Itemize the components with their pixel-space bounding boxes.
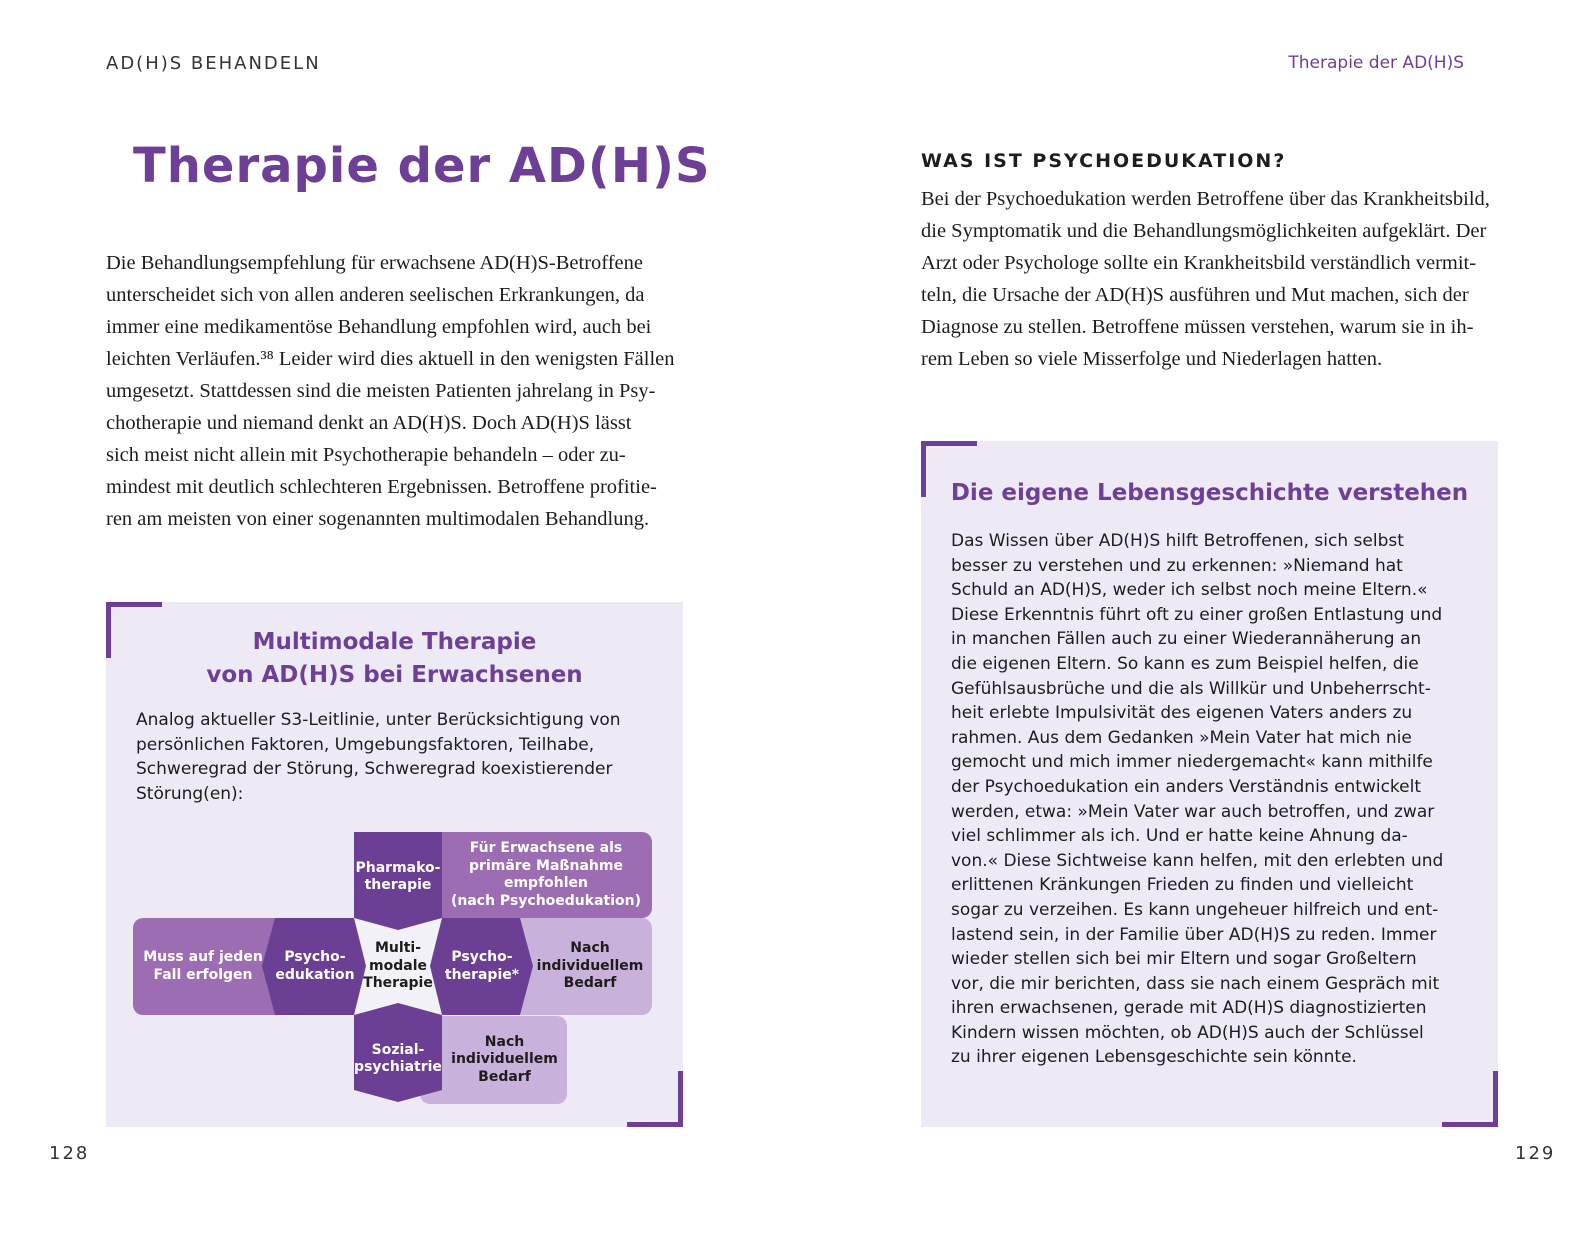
- text-line: Kindern wissen möchten, ob AD(H)S auch der Schlüssel: [951, 1022, 1424, 1043]
- text-line: Diagnose zu stellen. Betroffene müssen verstehen, warum sie in ih-: [921, 316, 1474, 338]
- box-title-line: von AD(H)S bei Erwachsenen: [206, 662, 583, 688]
- text-line: Diese Erkenntnis führt oft zu einer großen Entlastung und: [951, 604, 1443, 625]
- sozial-note: Nach individuellem Bedarf: [451, 1033, 558, 1085]
- running-head-right: Therapie der AD(H)S: [1288, 53, 1464, 73]
- text-line: umgesetzt. Stattdessen sind die meisten Patienten jahrelang in Psy-: [106, 380, 656, 402]
- text-line: Das Wissen über AD(H)S hilft Betroffenen, sich selbst: [951, 531, 1404, 551]
- psychoedukation-note: Muss auf jeden Fall erfolgen: [143, 949, 263, 983]
- text-line: teln, die Ursache der AD(H)S ausführen und Mut machen, sich der: [921, 284, 1469, 306]
- text-line: Bei der Psychoedukation werden Betroffene über das Krankheitsbild,: [921, 188, 1490, 210]
- text-line: lastend sein, in der Familie über AD(H)S zu reden. Immer: [951, 924, 1437, 945]
- right-body-text: [921, 183, 1490, 375]
- pharmako-note: Für Erwachsene als primäre Maßnahme empfohlen (nach Psychoedukation): [450, 840, 642, 909]
- life-story-box: [921, 441, 1498, 1127]
- text-line: leichten Verläufen.³⁸ Leider wird dies aktuell in den wenigsten Fällen: [106, 348, 675, 370]
- page-number-left: 128: [49, 1143, 90, 1164]
- text-line: erlittenen Kränkungen Frieden zu finden und vielleicht: [951, 875, 1414, 896]
- text-line: ihren erwachsenen, gerade mit AD(H)S diagnostizierten: [951, 998, 1427, 1019]
- text-line: Störung(en):: [136, 783, 244, 804]
- text-line: die Symptomatik und die Behandlungsmöglichkeiten aufgeklärt. Der: [921, 220, 1487, 242]
- center-label: Multi- modale Therapie: [363, 940, 433, 992]
- text-line: von.« Diese Sichtweise kann helfen, mit den erlebten und: [951, 850, 1444, 871]
- page-number-right: 129: [1515, 1143, 1556, 1164]
- text-line: Schuld an AD(H)S, weder ich selbst noch meine Eltern.«: [951, 580, 1428, 601]
- text-line: der Psychoedukation ein anders Verständnis entwickelt: [951, 776, 1422, 797]
- text-line: Arzt oder Psychologe sollte ein Krankheitsbild verständlich vermit-: [921, 252, 1477, 274]
- text-line: sich meist nicht allein mit Psychotherapie behandeln – oder zu-: [106, 444, 626, 466]
- text-line: Analog aktueller S3-Leitlinie, unter Berücksichtigung von: [136, 710, 621, 730]
- text-line: ren am meisten von einer sogenannten multimodalen Behandlung.: [106, 508, 650, 530]
- running-head-left: AD(H)S BEHANDELN: [106, 53, 321, 74]
- page-title: Therapie der AD(H)S: [133, 138, 711, 194]
- psychotherapie-label: Psycho- therapie*: [444, 949, 520, 983]
- text-line: viel schlimmer als ich. Und er hatte keine Ahnung da-: [951, 826, 1408, 847]
- text-line: chotherapie und niemand denkt an AD(H)S. Doch AD(H)S lässt: [106, 412, 632, 434]
- text-line: Schweregrad der Störung, Schweregrad koexistierender: [136, 759, 613, 780]
- text-line: persönlichen Faktoren, Umgebungsfaktoren, Teilhabe,: [136, 734, 595, 755]
- section-heading: WAS IST PSYCHOEDUKATION?: [921, 150, 1287, 172]
- text-line: wieder stellen sich bei mir Eltern und sogar Großeltern: [951, 949, 1417, 970]
- text-line: werden, etwa: »Mein Vater war auch betroffen, und zwar: [951, 801, 1435, 822]
- text-line: gemocht und mich immer niedergemacht« kann mithilfe: [951, 752, 1433, 773]
- box-title: Die eigene Lebensgeschichte verstehen: [950, 480, 1469, 506]
- text-line: unterscheidet sich von allen anderen seelischen Erkrankungen, da: [106, 284, 645, 306]
- text-line: mindest mit deutlich schlechteren Ergebnissen. Betroffene profitie-: [106, 476, 657, 498]
- text-line: zu ihrer eigenen Lebensgeschichte sein könnte.: [951, 1047, 1357, 1068]
- box-title-line: Multimodale Therapie: [252, 629, 537, 655]
- text-line: besser zu verstehen und zu erkennen: »Niemand hat: [951, 555, 1403, 576]
- sozial-label: Sozial- psychiatrie: [354, 1041, 442, 1075]
- corner-bracket: [1442, 1071, 1498, 1127]
- text-line: Gefühlsausbrüche und die als Willkür und Unbeherrscht-: [951, 678, 1431, 699]
- box-text: [951, 529, 1443, 1070]
- pharmako-label: Pharmako- therapie: [355, 859, 441, 893]
- text-line: vor, die mir berichten, dass sie nach einem Gespräch mit: [951, 973, 1440, 994]
- text-line: immer eine medikamentöse Behandlung empfohlen wird, auch bei: [106, 316, 652, 338]
- text-line: rahmen. Aus dem Gedanken »Mein Vater hat mich nie: [951, 727, 1412, 748]
- text-line: die eigenen Eltern. So kann es zum Beispiel helfen, die: [951, 653, 1419, 674]
- psychotherapie-note: Nach individuellem Bedarf: [536, 940, 644, 992]
- text-line: Die Behandlungsempfehlung für erwachsene AD(H)S-Betroffene: [106, 252, 644, 274]
- text-line: rem Leben so viele Misserfolge und Niederlagen hatten.: [921, 348, 1383, 370]
- text-line: heit erlebte Impulsivität des eigenen Vaters anders zu: [951, 703, 1413, 724]
- psychoedukation-label: Psycho- edukation: [275, 949, 355, 983]
- text-line: in manchen Fällen auch zu einer Wiederannäherung an: [951, 629, 1422, 650]
- text-line: sogar zu verzeihen. Es kann ungeheuer hilfreich und ent-: [951, 899, 1439, 920]
